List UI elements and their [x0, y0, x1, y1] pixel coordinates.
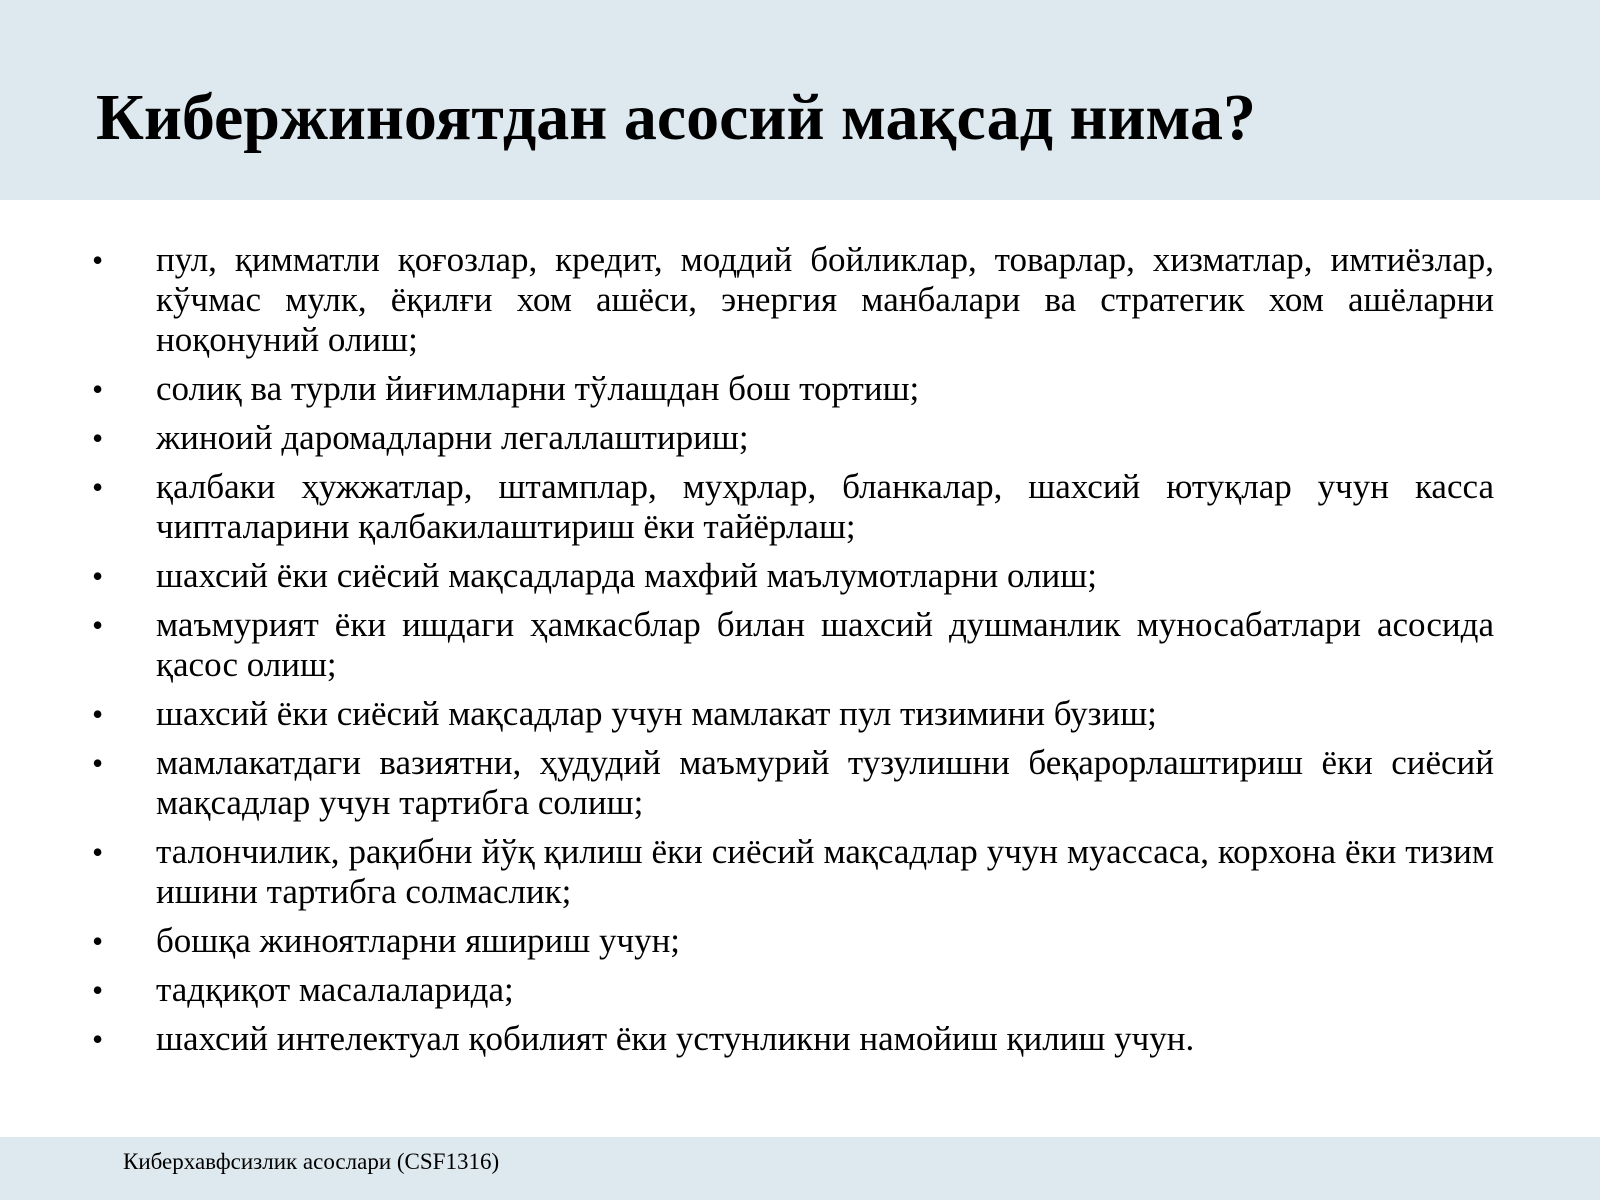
list-item [92, 921, 1494, 961]
list-item-text: шахсий ёки сиёсий мақсадларда махфий маълумотларни олиш; [156, 556, 1097, 595]
list-item-text: жиноий даромадларни легаллаштириш; [156, 418, 749, 457]
bullet-dot-icon: • [92, 242, 104, 278]
bullet-list [92, 240, 1494, 1059]
bullet-dot-icon: • [92, 371, 104, 407]
bullet-dot-icon: • [92, 558, 104, 594]
list-item-text: пул, қимматли қоғозлар, кредит, моддий бойликлар, товарлар, хизматлар, имтиёзлар, кўчмас мулк, ёқилғи хом ашёси, энергия манбалари ва стратегик хом ашёларни ноқонуний олиш; [156, 240, 1494, 359]
list-item [92, 970, 1494, 1010]
list-item [92, 694, 1494, 734]
bullet-dot-icon: • [92, 923, 104, 959]
bullet-dot-icon: • [92, 420, 104, 456]
list-item [92, 240, 1494, 360]
list-item-text: бошқа жиноятларни яшириш учун; [156, 921, 681, 960]
list-item-text: шахсий интелектуал қобилият ёки устунликни намойиш қилиш учун. [156, 1019, 1195, 1058]
list-item [92, 832, 1494, 912]
bullet-dot-icon: • [92, 607, 104, 643]
list-item [92, 467, 1494, 547]
bullet-dot-icon: • [92, 696, 104, 732]
list-item-text: қалбаки ҳужжатлар, штамплар, муҳрлар, бланкалар, шахсий ютуқлар учун касса чипталарини қалбакилаштириш ёки тайёрлаш; [156, 467, 1494, 546]
list-item-text: талончилик, рақибни йўқ қилиш ёки сиёсий мақсадлар учун муассаса, корхона ёки тизим ишини тартибга солмаслик; [156, 832, 1494, 911]
list-item [92, 605, 1494, 685]
bullet-dot-icon: • [92, 745, 104, 781]
bullet-dot-icon: • [92, 972, 104, 1008]
list-item-text: солиқ ва турли йиғимларни тўлашдан бош тортиш; [156, 369, 920, 408]
bullet-dot-icon: • [92, 469, 104, 505]
list-item-text: мамлакатдаги вазиятни, ҳудудий маъмурий тузулишни беқарорлаштириш ёки сиёсий мақсадлар учун тартибга солиш; [156, 743, 1494, 822]
list-item-text: тадқиқот масалаларида; [156, 970, 514, 1009]
list-item [92, 418, 1494, 458]
footer-course-label: Киберхавфсизлик асослари (CSF1316) [123, 1149, 500, 1174]
slide-title: Кибержиноятдан асосий мақсад нима? [96, 81, 1257, 154]
bullet-dot-icon: • [92, 834, 104, 870]
list-item [92, 1019, 1494, 1059]
list-item [92, 556, 1494, 596]
list-item [92, 743, 1494, 823]
list-item-text: маъмурият ёки ишдаги ҳамкасблар билан шахсий душманлик муносабатлари асосида қасос олиш; [156, 605, 1494, 684]
list-item-text: шахсий ёки сиёсий мақсадлар учун мамлакат пул тизимини бузиш; [156, 694, 1157, 733]
bullet-dot-icon: • [92, 1021, 104, 1057]
list-item [92, 369, 1494, 409]
